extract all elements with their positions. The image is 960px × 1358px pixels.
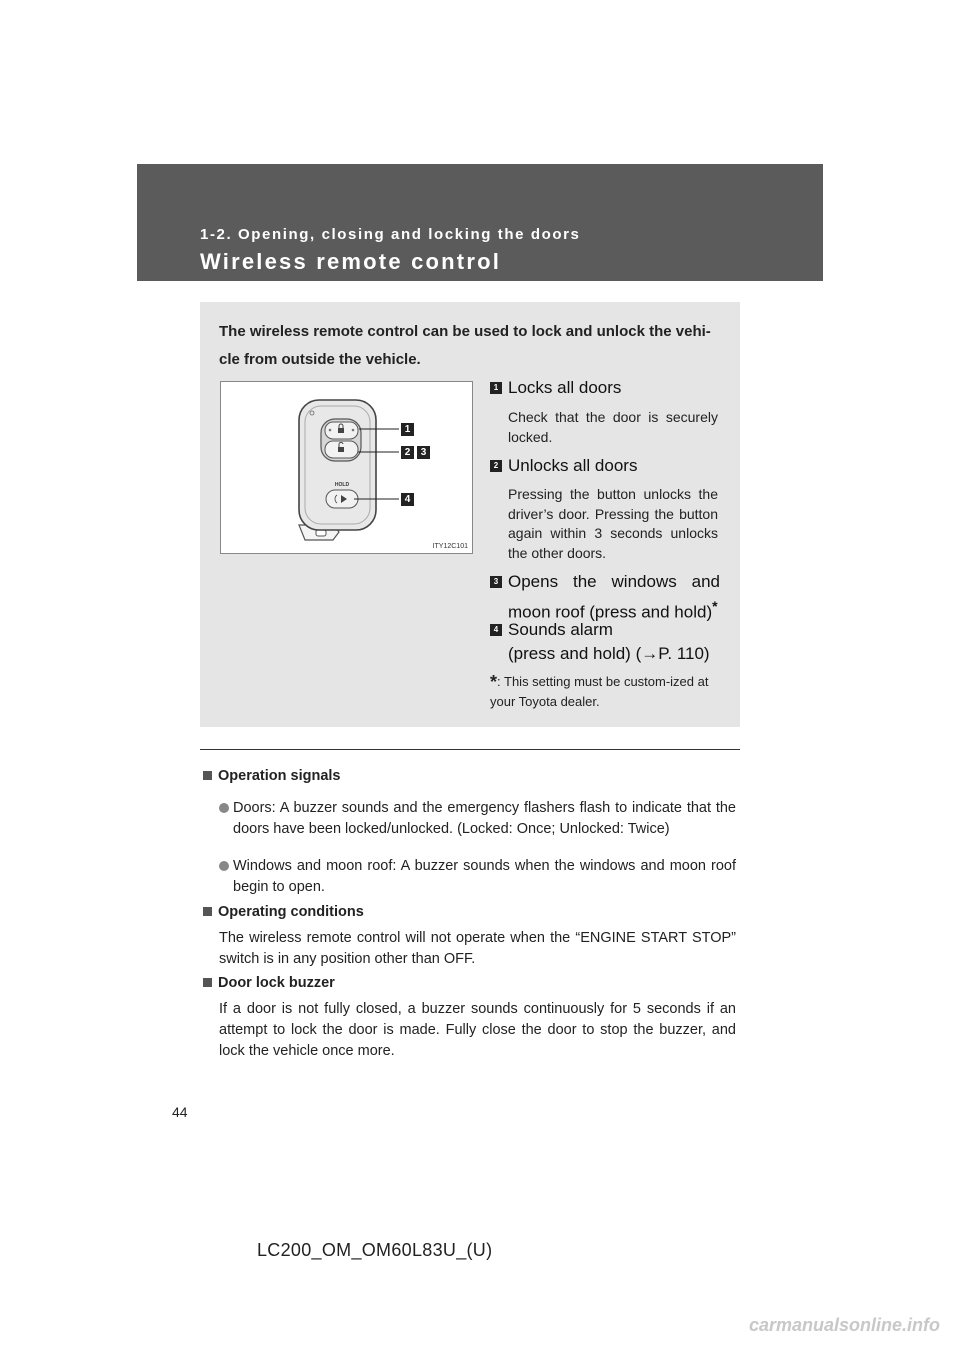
- callout-4: 4: [401, 493, 414, 506]
- callout-1: 1: [401, 423, 414, 436]
- item-marker-1: 1: [490, 382, 502, 394]
- section-divider: [200, 749, 740, 750]
- item-title-4-line2: (press and hold) (→P. 110): [508, 644, 710, 663]
- circle-bullet-icon: [219, 861, 229, 871]
- item-title-3-asterisk: *: [712, 598, 718, 614]
- remote-illustration: [220, 381, 473, 554]
- door-lock-buzzer-text: If a door is not fully closed, a buzzer sounds continuously for 5 seconds if an attempt to lock the door is made. Fully close the door to stop the buzzer, and lock the vehicle once more.: [219, 1001, 736, 1059]
- item-title-4: [508, 618, 720, 666]
- heading-text: Operating conditions: [218, 904, 364, 920]
- operating-conditions-text: The wireless remote control will not operate when the “ENGINE START STOP” switch is in any position other than OFF.: [219, 930, 736, 967]
- item-title-4-line1: Sounds alarm: [508, 620, 613, 639]
- heading-operating-conditions: [203, 902, 736, 923]
- item-marker-2: 2: [490, 460, 502, 472]
- item-title-3: [508, 570, 720, 625]
- circle-bullet-icon: [219, 803, 229, 813]
- footnote-asterisk: *: [490, 672, 498, 692]
- page-title: Wireless remote control: [200, 249, 502, 274]
- intro-text: The wireless remote control can be used to lock and unlock the vehi-cle from outside the vehicle.: [219, 323, 711, 368]
- chapter-header: [137, 164, 823, 281]
- heading-text: Door lock buzzer: [218, 975, 335, 991]
- bullet-text: Doors: A buzzer sounds and the emergency flashers flash to indicate that the doors have been locked/unlocked. (Locked: Once; Unlocked: Twice): [233, 800, 736, 837]
- heading-text: Operation signals: [218, 768, 341, 784]
- heading-operation-signals: [203, 766, 736, 787]
- bullet-doors: [219, 798, 736, 840]
- figure-code: ITY12C101: [432, 543, 468, 550]
- bullet-windows: [219, 856, 736, 898]
- item-desc-2: Pressing the button unlocks the driver’s door. Pressing the button again within 3 seconds unlocks the other doors.: [508, 486, 718, 561]
- heading-door-lock-buzzer: [203, 973, 736, 994]
- item-title-2: Unlocks all doors: [508, 456, 638, 475]
- remote-key-fob-drawing: [221, 382, 474, 555]
- item-title-3-text: Opens the windows and moon roof (press and hold): [508, 572, 720, 622]
- hold-label: HOLD: [334, 482, 350, 488]
- square-bullet-icon: [203, 907, 212, 916]
- document-id: LC200_OM_OM60L83U_(U): [257, 1240, 493, 1260]
- item-title-1: Locks all doors: [508, 378, 622, 397]
- item-marker-4: 4: [490, 624, 502, 636]
- bullet-text: Windows and moon roof: A buzzer sounds when the windows and moon roof begin to open.: [233, 858, 736, 895]
- watermark: carmanualsonline.info: [748, 1315, 940, 1335]
- footnote-text: : This setting must be custom-ized at your Toyota dealer.: [490, 674, 709, 709]
- square-bullet-icon: [203, 978, 212, 987]
- item-marker-3: 3: [490, 576, 502, 588]
- callout-2: 2: [401, 446, 414, 459]
- footnote: [490, 672, 718, 712]
- section-heading: 1-2. Opening, closing and locking the doors: [200, 226, 581, 243]
- callout-3: 3: [417, 446, 430, 459]
- square-bullet-icon: [203, 771, 212, 780]
- item-desc-1: Check that the door is securely locked.: [508, 409, 718, 445]
- page-number: 44: [172, 1104, 188, 1120]
